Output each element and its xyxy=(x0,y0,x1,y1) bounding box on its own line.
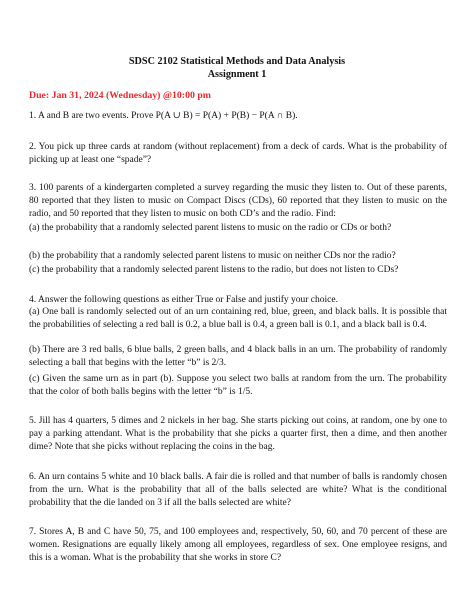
question-3c: (c) the probability that a randomly selected parent listens to the radio, but does not listen to CDs? xyxy=(29,265,399,275)
question-5: 5. Jill has 4 quarters, 5 dimes and 2 nickels in her bag. She starts picking out coins, at random, one by one to pay a parking attendant. What is the probability that she picks a quarter first, then a dime, and then another dime? Note that she picks without replacing the coins in the bag. xyxy=(29,416,447,452)
course-title: SDSC 2102 Statistical Methods and Data Analysis xyxy=(128,56,346,67)
question-6: 6. An urn contains 5 white and 10 black balls. A fair die is rolled and that number of balls is randomly chosen from the urn. What is the probability that all of the balls selected are white? What is the conditional probability that the die landed on 3 if all the balls selected are white? xyxy=(29,472,447,508)
question-4b: (b) There are 3 red balls, 6 blue balls, 2 green balls, and 4 black balls in an urn. The probability of randomly selecting a ball that begins with the letter “b” is 2/3. xyxy=(29,345,447,368)
question-7: 7. Stores A, B and C have 50, 75, and 100 employees and, respectively, 50, 60, and 70 percent of these are women. Resignations are equally likely among all employees, regardless of sex. One employee resigns, and this is a woman. What is the probability that she works in store C? xyxy=(29,527,447,563)
question-3b: (b) the probability that a randomly selected parent listens to music on neither CDs nor the radio? xyxy=(29,251,396,261)
due-date: Due: Jan 31, 2024 (Wednesday) @10:00 pm xyxy=(29,90,211,101)
question-3a: (a) the probability that a randomly selected parent listens to music on the radio or CDs or both? xyxy=(29,223,392,233)
question-4: 4. Answer the following questions as either True or False and justify your choice. xyxy=(29,295,338,305)
question-4c: (c) Given the same urn as in part (b). Suppose you select two balls at random from the urn. The probability that the color of both balls begins with the letter “b” is 1/5. xyxy=(29,374,447,397)
assignment-title: Assignment 1 xyxy=(207,69,267,80)
question-4a: (a) One ball is randomly selected out of an urn containing red, blue, green, and black balls. It is possible that the probabilities of selecting a red ball is 0.2, a blue ball is 0.4, a green ball is 0.1, and a black ball is 0.4. xyxy=(29,307,447,330)
question-2: 2. You pick up three cards at random (without replacement) from a deck of cards. What is the probability of picking up at least one “spade”? xyxy=(29,142,447,165)
question-3: 3. 100 parents of a kindergarten completed a survey regarding the music they listen to. Out of these parents, 80 reported that they listen to music on Compact Discs (CDs), 60 reported that they listen to music on the radio, and 50 reported that they listen to music on both CD’s and the radio. Find: xyxy=(29,183,447,219)
question-1: 1. A and B are two events. Prove P(A ∪ B) = P(A) + P(B) − P(A ∩ B). xyxy=(29,111,298,121)
